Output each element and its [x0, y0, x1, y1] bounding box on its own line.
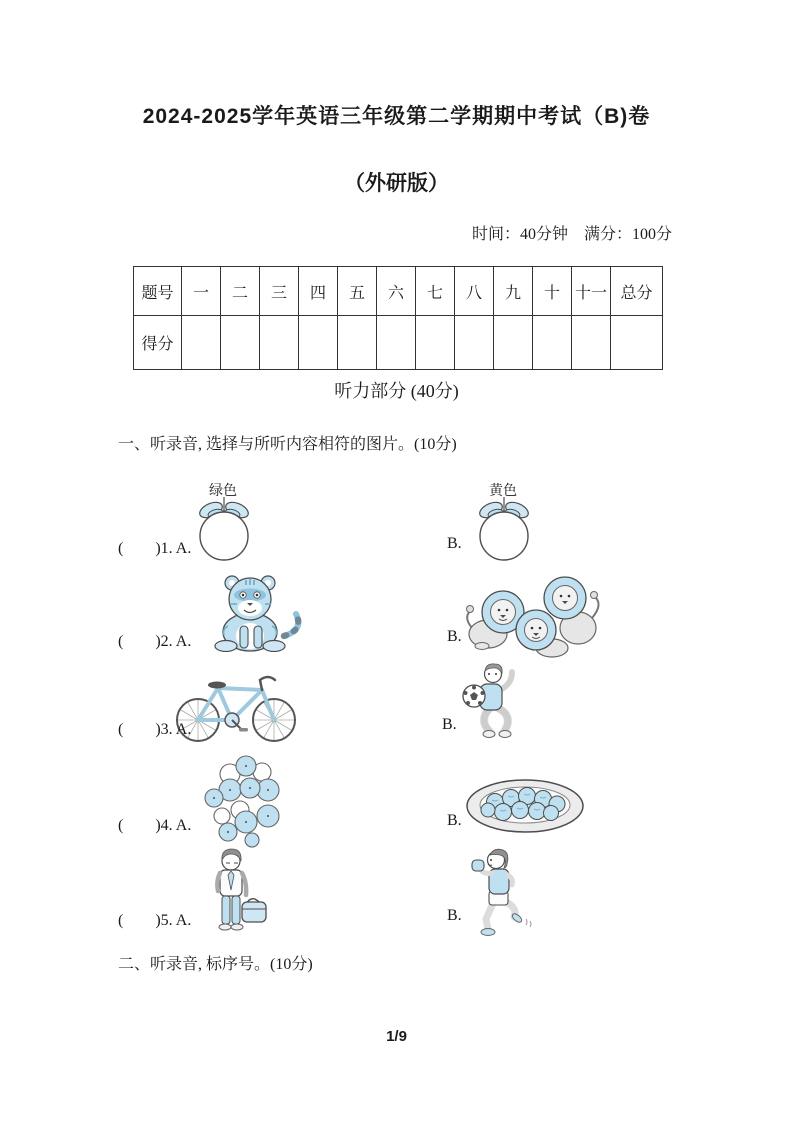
table-header-cell: 六 — [377, 267, 416, 316]
option-b-label-item2: B. — [447, 628, 462, 645]
score-empty-cell — [572, 316, 611, 370]
table-header-cell: 八 — [455, 267, 494, 316]
question1-prompt: 一、听录音, 选择与所听内容相符的图片。(10分) — [118, 436, 457, 453]
table-header-cell: 七 — [416, 267, 455, 316]
page-number: 1/9 — [386, 1028, 407, 1045]
score-empty-cell — [377, 316, 416, 370]
score-empty-cell — [260, 316, 299, 370]
balloon-with-bow-image-b1 — [473, 496, 535, 562]
time-score-info: 时间：40分钟 满分：100分 — [471, 226, 672, 243]
option-b-label-item1: B. — [447, 535, 462, 552]
tiger-image — [198, 574, 310, 652]
answer-blank-item3: ( )3. A. — [118, 721, 192, 738]
option-b-label-item4: B. — [447, 812, 462, 829]
score-label-cell: 得分 — [134, 316, 182, 370]
table-header-cell: 十 — [533, 267, 572, 316]
table-row — [134, 316, 663, 370]
score-empty-cell — [533, 316, 572, 370]
option-a-caption: 绿色 — [209, 484, 237, 499]
table-header-cell: 总分 — [611, 267, 663, 316]
table-header-cell: 四 — [299, 267, 338, 316]
answer-blank-item4: ( )4. A. — [118, 817, 192, 834]
option-b-caption: 黄色 — [489, 484, 517, 499]
plate-of-dumplings-image — [463, 777, 587, 835]
boy-standing-with-bag-image — [198, 846, 278, 940]
answer-blank-item2: ( )2. A. — [118, 633, 192, 650]
score-empty-cell — [611, 316, 663, 370]
option-b-label-item5: B. — [447, 907, 462, 924]
boy-jumping-with-football-image — [452, 662, 528, 746]
cluster-of-balls-image — [200, 754, 298, 848]
table-header-cell: 一 — [182, 267, 221, 316]
score-table — [133, 266, 663, 370]
table-header-cell: 五 — [338, 267, 377, 316]
option-b-label-item3: B. — [442, 716, 457, 733]
score-empty-cell — [182, 316, 221, 370]
table-row — [134, 267, 663, 316]
score-empty-cell — [455, 316, 494, 370]
table-header-cell: 三 — [260, 267, 299, 316]
score-empty-cell — [494, 316, 533, 370]
three-lions-image — [462, 568, 602, 658]
score-empty-cell — [299, 316, 338, 370]
score-empty-cell — [416, 316, 455, 370]
score-empty-cell — [221, 316, 260, 370]
question2-prompt: 二、听录音, 标序号。(10分) — [118, 956, 313, 973]
table-header-cell: 九 — [494, 267, 533, 316]
table-header-cell: 题号 — [134, 267, 182, 316]
score-empty-cell — [338, 316, 377, 370]
listening-section-heading: 听力部分 (40分) — [334, 381, 459, 401]
answer-blank-item5: ( )5. A. — [118, 912, 192, 929]
boy-running-image — [460, 847, 538, 941]
balloon-with-bow-image-a1 — [193, 496, 255, 562]
table-header-cell: 二 — [221, 267, 260, 316]
page-title: 2024-2025学年英语三年级第二学期期中考试（B)卷 — [142, 105, 651, 128]
page-subtitle: （外研版） — [344, 172, 449, 195]
answer-blank-item1: ( )1. A. — [118, 540, 192, 557]
table-header-cell: 十一 — [572, 267, 611, 316]
